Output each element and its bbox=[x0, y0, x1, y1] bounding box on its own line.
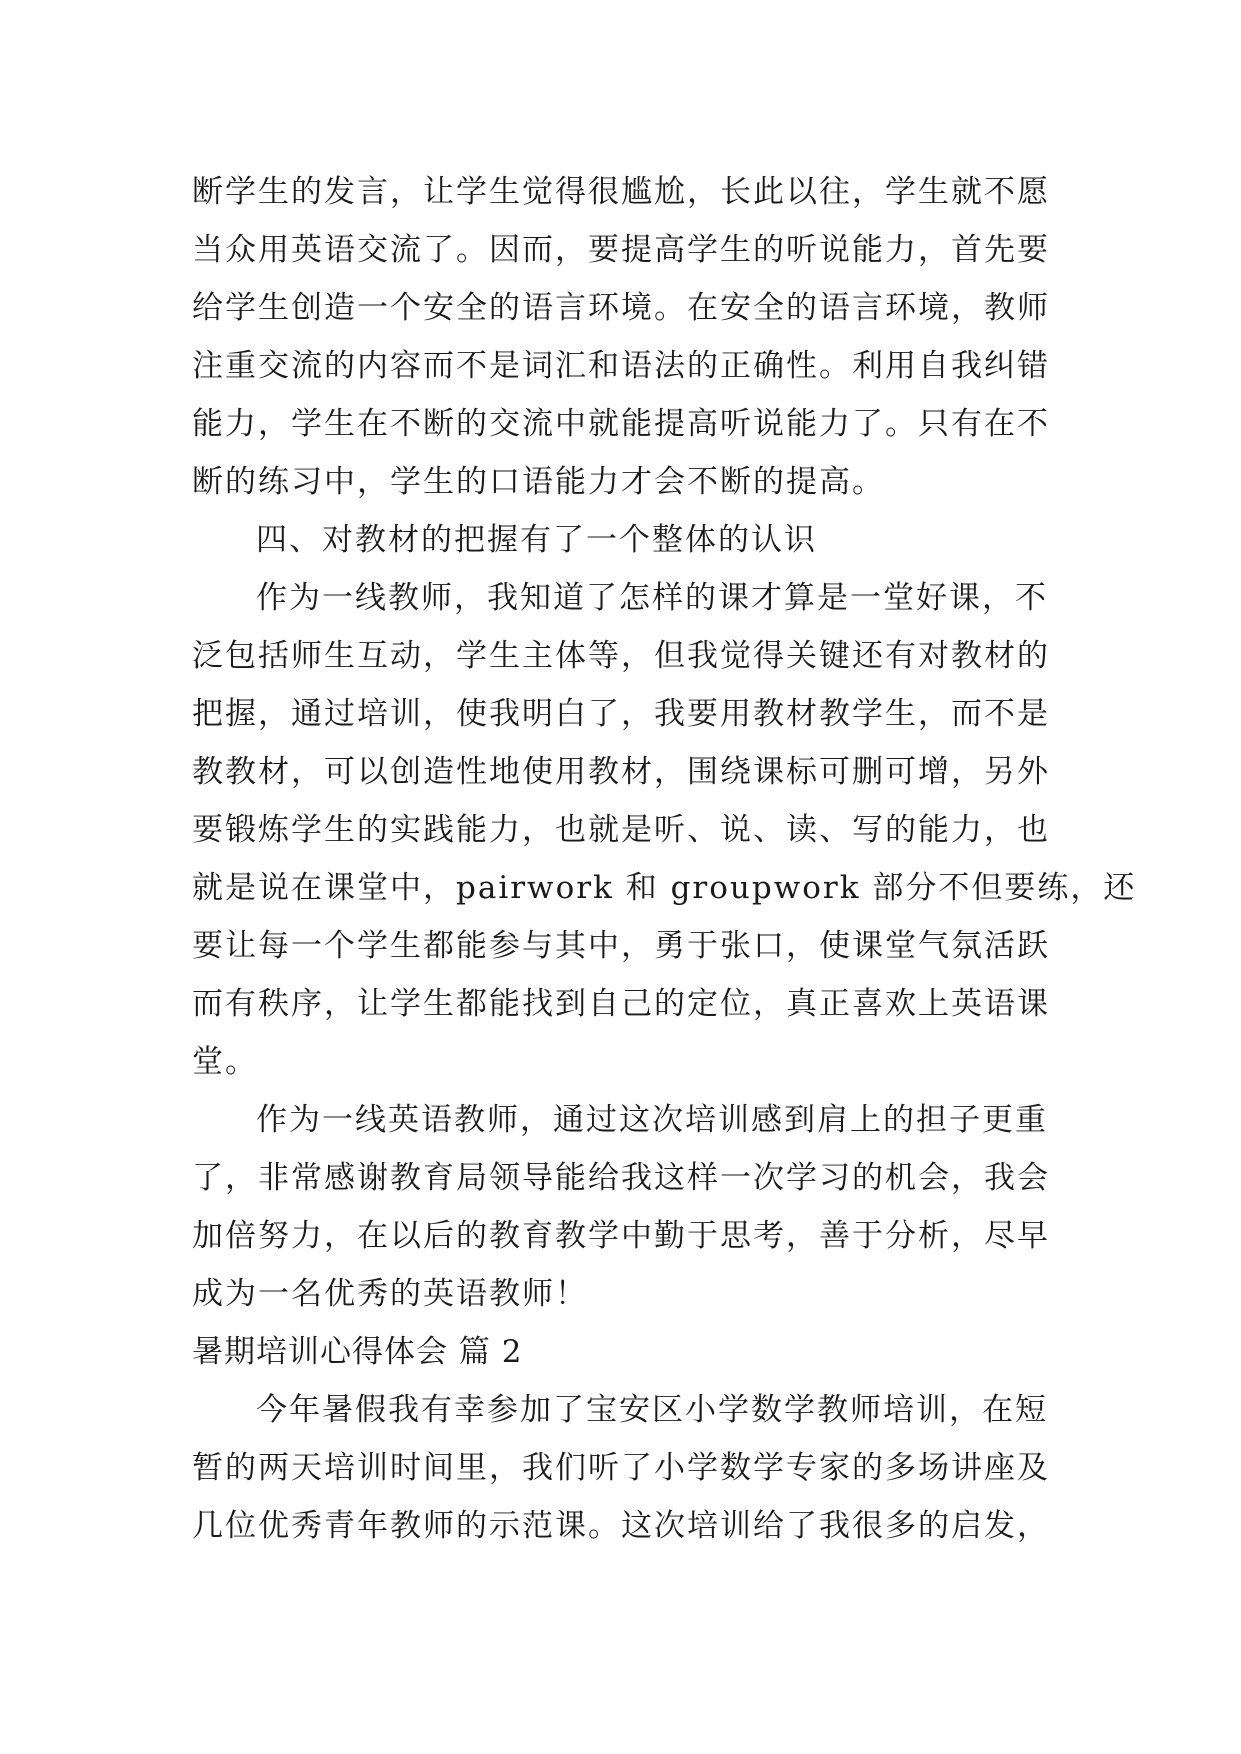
text-line: 几位优秀青年教师的示范课。这次培训给了我很多的启发， bbox=[192, 1508, 1050, 1544]
text-line: 能力，学生在不断的交流中就能提高听说能力了。只有在不 bbox=[192, 406, 1050, 442]
text-line: 暂的两天培训时间里，我们听了小学数学专家的多场讲座及 bbox=[192, 1450, 1050, 1486]
text-line: 给学生创造一个安全的语言环境。在安全的语言环境，教师 bbox=[192, 290, 1050, 326]
text-line: 要让每一个学生都能参与其中，勇于张口，使课堂气氛活跃 bbox=[192, 928, 1050, 964]
text-line: 要锻炼学生的实践能力，也就是听、说、读、写的能力，也 bbox=[192, 812, 1050, 848]
text-line: 把握，通过培训，使我明白了，我要用教材教学生，而不是 bbox=[192, 696, 1050, 732]
text-line: 堂。 bbox=[192, 1044, 258, 1080]
text-line: 当众用英语交流了。因而，要提高学生的听说能力，首先要 bbox=[192, 232, 1050, 268]
text-line: 就是说在课堂中，pairwork 和 groupwork 部分不但要练，还 bbox=[192, 870, 1137, 906]
text-line: 成为一名优秀的英语教师！ bbox=[192, 1276, 588, 1312]
text-line: 而有秩序，让学生都能找到自己的定位，真正喜欢上英语课 bbox=[192, 986, 1050, 1022]
section-heading: 四、对教材的把握有了一个整体的认识 bbox=[256, 522, 817, 558]
paragraph-start-line: 作为一线教师，我知道了怎样的课才算是一堂好课，不 bbox=[256, 580, 1048, 616]
text-line: 了，非常感谢教育局领导能给我这样一次学习的机会，我会 bbox=[192, 1160, 1050, 1196]
text-line: 断的练习中，学生的口语能力才会不断的提高。 bbox=[192, 464, 885, 500]
text-line: 加倍努力，在以后的教育教学中勤于思考，善于分析，尽早 bbox=[192, 1218, 1050, 1254]
text-line: 教教材，可以创造性地使用教材，围绕课标可删可增，另外 bbox=[192, 754, 1050, 790]
article-title: 暑期培训心得体会 篇 2 bbox=[192, 1334, 523, 1370]
text-line: 泛包括师生互动，学生主体等，但我觉得关键还有对教材的 bbox=[192, 638, 1050, 674]
paragraph-start-line: 作为一线英语教师，通过这次培训感到肩上的担子更重 bbox=[256, 1102, 1048, 1138]
paragraph-start-line: 今年暑假我有幸参加了宝安区小学数学教师培训，在短 bbox=[256, 1392, 1048, 1428]
text-line: 断学生的发言，让学生觉得很尴尬，长此以往，学生就不愿 bbox=[192, 174, 1050, 210]
text-line: 注重交流的内容而不是词汇和语法的正确性。利用自我纠错 bbox=[192, 348, 1050, 384]
document-body bbox=[192, 163, 1137, 1555]
